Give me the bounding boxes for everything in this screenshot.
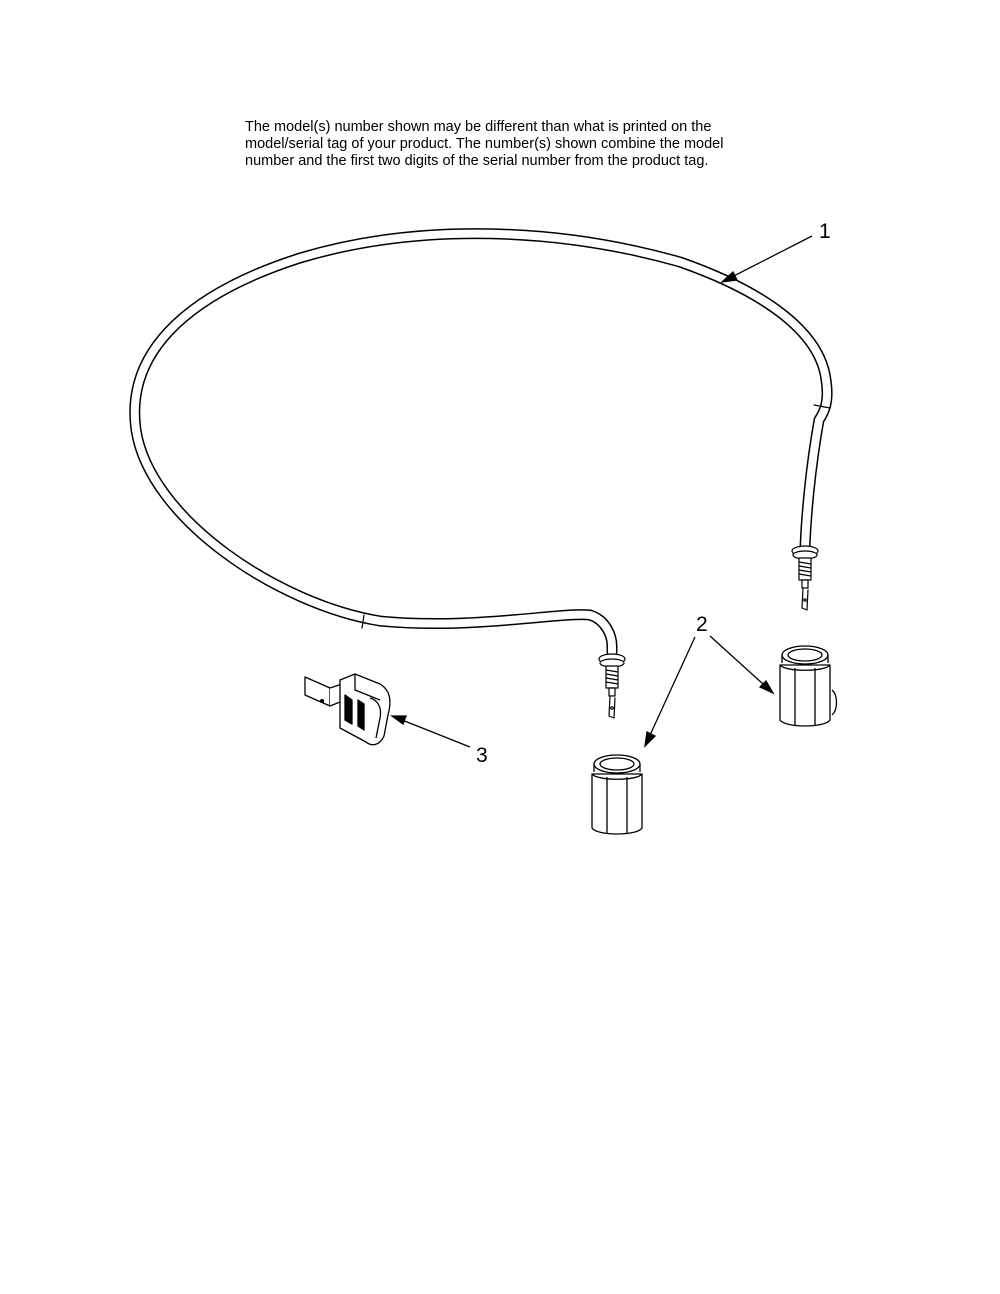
heating-element-part	[135, 234, 830, 718]
callout-number-3: 3	[476, 744, 488, 767]
right-terminal	[792, 546, 818, 610]
nut-part-right	[780, 646, 837, 726]
callout-number-1: 1	[819, 220, 831, 243]
note-line-3: number and the first two digits of the serial number from the product tag.	[245, 153, 709, 169]
note-line-1: The model(s) number shown may be different than what is printed on the	[245, 119, 712, 135]
callout-leaders	[392, 236, 812, 747]
note-line-2: model/serial tag of your product. The number(s) shown combine the model	[245, 136, 724, 152]
leader-2a	[645, 637, 695, 746]
callout-number-2: 2	[696, 613, 708, 636]
heating-element-tube	[135, 234, 827, 652]
nut-part-left	[592, 755, 642, 834]
leader-1	[722, 236, 812, 282]
left-terminal	[599, 654, 625, 718]
clip-part	[305, 674, 390, 745]
